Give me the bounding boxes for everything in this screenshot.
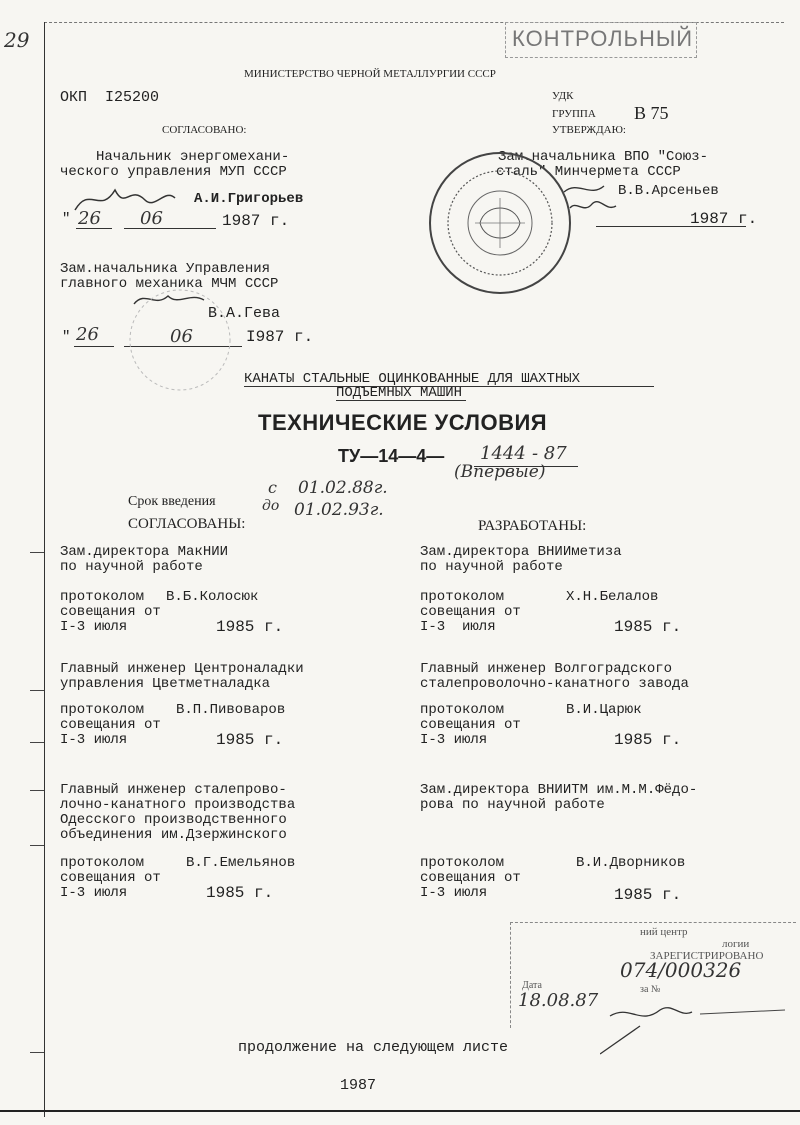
left-sign2-day: 26 [76, 324, 99, 345]
control-stamp: КОНТРОЛЬНЫЙ [512, 26, 694, 51]
block3-right-proto: протоколом [420, 855, 505, 871]
block2-right-year: 1985 г. [614, 731, 682, 749]
reg-registered: ЗАРЕГИСТРИРОВАНО [650, 950, 764, 962]
title-line2: ПОДЪЕМНЫХ МАШИН [336, 385, 463, 401]
tu-number: 1444 [480, 443, 526, 464]
right-sign-name: В.В.Арсеньев [618, 183, 719, 199]
corner-number: 29 [4, 28, 30, 52]
margin-tick [30, 742, 44, 743]
block2-left-days: I-3 июля [60, 732, 128, 748]
block2-right-meet: совещания от [420, 717, 521, 733]
block3-right-days: I-3 июля [420, 885, 488, 901]
block2-right-l2: сталепроволочно-канатного завода [420, 676, 689, 692]
doc-type: ТЕХНИЧЕСКИЕ УСЛОВИЯ [258, 410, 548, 435]
left-sign1-day: 26 [78, 208, 101, 229]
block2-left-name: В.П.Пивоваров [176, 702, 286, 718]
continuation-note: продолжение на следующем листе [238, 1039, 509, 1056]
term-to: 01.02.93г. [294, 500, 384, 520]
block1-right-days: I-3 июля [420, 619, 496, 635]
reg-signature [600, 996, 790, 1056]
block3-left-l2: лочно-канатного производства [60, 797, 296, 813]
block3-left-l4: объединения им.Дзержинского [60, 827, 287, 843]
block2-right-name: В.И.Царюк [566, 702, 642, 718]
left-sign2-month: 06 [170, 326, 193, 347]
block1-left-days: I-3 июля [60, 619, 128, 635]
reg-date: 18.08.87 [518, 990, 599, 1011]
footer-year: 1987 [340, 1077, 377, 1094]
block3-left-meet: совещания от [60, 870, 161, 886]
okp-code: ОКП I25200 [60, 89, 160, 106]
group-value: В 75 [634, 103, 669, 123]
block1-right-l2: по научной работе [420, 559, 563, 575]
left-sign2-year: I987 г. [246, 328, 314, 346]
block3-right-l2: рова по научной работе [420, 797, 605, 813]
udk-label: УДК [552, 90, 574, 102]
term-from: 01.02.88г. [298, 478, 388, 498]
left-sign1-name: А.И.Григорьев [194, 191, 304, 207]
term-to-label: до [262, 498, 280, 514]
block1-left-l2: по научной работе [60, 559, 203, 575]
block2-left-meet: совещания от [60, 717, 161, 733]
left-sign1-line2: ческого управления МУП СССР [60, 164, 287, 180]
block3-left-days: I-3 июля [60, 885, 128, 901]
tu-suffix: - 87 [532, 443, 567, 464]
block3-left-proto: протоколом [60, 855, 145, 871]
reg-za-label: за № [640, 984, 661, 995]
block3-right-meet: совещания от [420, 870, 521, 886]
block3-left-year: 1985 г. [206, 884, 274, 902]
block2-left-year: 1985 г. [216, 731, 284, 749]
reg-tech: логии [722, 938, 750, 950]
block1-right-year: 1985 г. [614, 618, 682, 636]
margin-tick [30, 690, 44, 691]
margin-tick [30, 845, 44, 846]
right-sign-line1: Зам.начальника ВПО "Союз- [498, 149, 709, 165]
block2-left-proto: протоколом [60, 702, 145, 718]
block1-left-name: В.Б.Колосюк [166, 589, 259, 605]
block2-left-l2: управления Цветметналадка [60, 676, 271, 692]
left-sign2-line2: главного механика МЧМ СССР [60, 276, 279, 292]
left-sign1-year: 1987 г. [222, 212, 290, 230]
block3-left-l3: Одесского производственного [60, 812, 287, 828]
left-sign2-line1: Зам.начальника Управления [60, 261, 271, 277]
block2-right-l1: Главный инженер Волгоградского [420, 661, 673, 677]
round-seal [425, 148, 575, 298]
block3-right-l1: Зам.директора ВНИИТМ им.М.М.Фёдо- [420, 782, 698, 798]
approved-label: УТВЕРЖДАЮ: [552, 124, 626, 136]
agreed-label: СОГЛАСОВАНО: [162, 124, 247, 136]
developed-by: РАЗРАБОТАНЫ: [478, 518, 587, 534]
block3-left-name: В.Г.Емельянов [186, 855, 296, 871]
left-border [44, 22, 45, 1117]
block3-left-l1: Главный инженер сталепрово- [60, 782, 287, 798]
block1-left-meet: совещания от [60, 604, 161, 620]
left-sign1-month: 06 [140, 208, 163, 229]
block1-right-name: Х.Н.Белалов [566, 589, 659, 605]
tu-first: (Впервые) [454, 462, 546, 482]
month-line [124, 228, 216, 229]
faint-stamp [125, 285, 235, 395]
day-line [76, 228, 112, 229]
block3-right-name: В.И.Дворников [576, 855, 686, 871]
block2-left-l1: Главный инженер Центроналадки [60, 661, 304, 677]
block2-right-proto: протоколом [420, 702, 505, 718]
day-line [74, 346, 114, 347]
left-sign1-quote: " [62, 211, 71, 227]
group-label: ГРУППА [552, 108, 596, 120]
reg-date-label: Дата [522, 980, 542, 991]
term-from-label: с [268, 478, 277, 497]
tu-prefix: ТУ—14—4— [338, 446, 445, 466]
block1-right-meet: совещания от [420, 604, 521, 620]
term-label: Срок введения [128, 494, 216, 509]
reg-center: ний центр [640, 926, 688, 938]
ministry-header: МИНИСТЕРСТВО ЧЕРНОЙ МЕТАЛЛУРГИИ СССР [244, 68, 496, 80]
block1-right-l1: Зам.директора ВНИИметиза [420, 544, 622, 560]
bottom-border [0, 1110, 800, 1112]
margin-tick [30, 790, 44, 791]
margin-tick [30, 1052, 44, 1053]
agreed-by: СОГЛАСОВАНЫ: [128, 516, 246, 532]
title-underline2 [336, 400, 466, 401]
block1-left-proto: протоколом [60, 589, 145, 605]
block3-right-year: 1985 г. [614, 886, 682, 904]
block2-right-days: I-3 июля [420, 732, 488, 748]
reg-number: 074/000326 [620, 958, 742, 982]
title-line1: КАНАТЫ СТАЛЬНЫЕ ОЦИНКОВАННЫЕ ДЛЯ ШАХТНЫХ [244, 371, 581, 387]
block1-right-proto: протоколом [420, 589, 505, 605]
left-sign1-line1: Начальник энергомехани- [96, 149, 290, 165]
block1-left-year: 1985 г. [216, 618, 284, 636]
margin-tick [30, 552, 44, 553]
right-sign-year: 1987 г. [690, 210, 758, 228]
left-sign2-name: В.А.Гева [208, 305, 281, 322]
left-sign2-quote: " [62, 329, 71, 345]
block1-left-l1: Зам.директора МакНИИ [60, 544, 229, 560]
right-sign-line2: сталь" Минчермета СССР [496, 164, 681, 180]
